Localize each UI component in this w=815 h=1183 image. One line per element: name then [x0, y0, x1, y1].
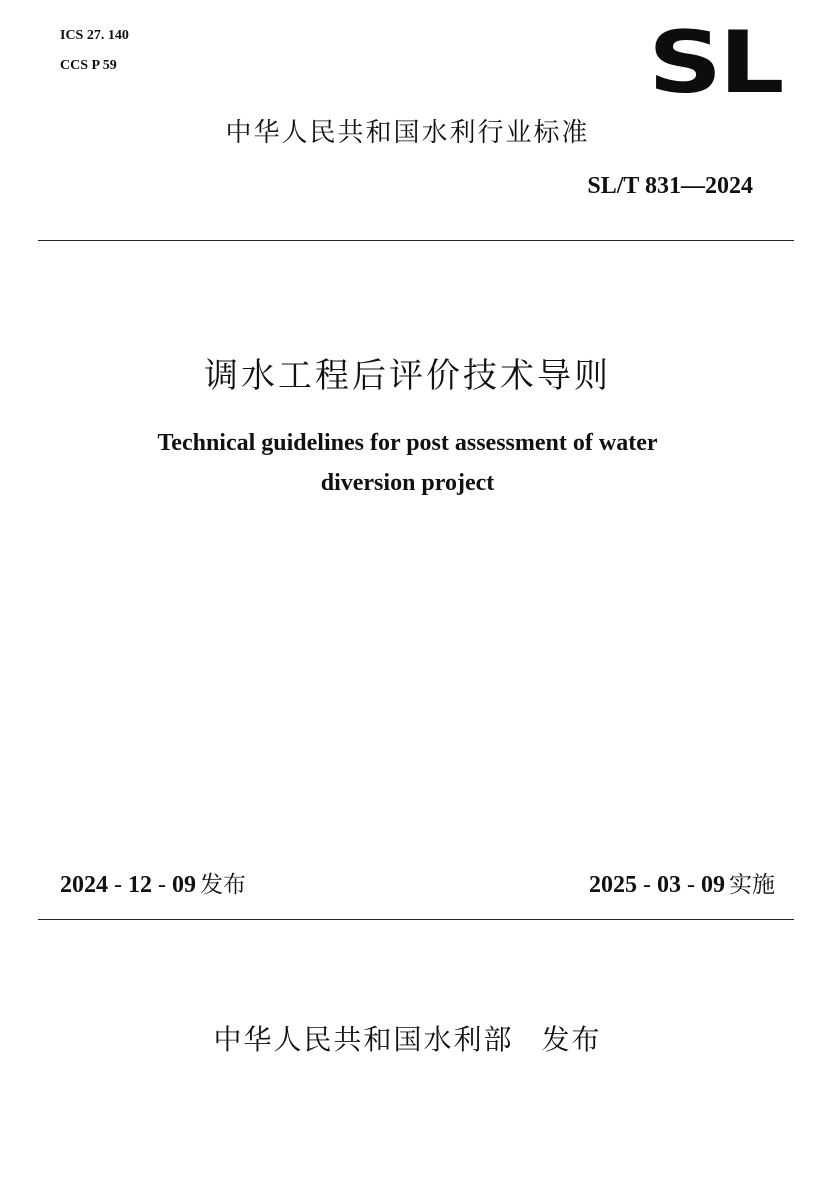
- sl-logo: SL: [648, 13, 781, 113]
- publisher-line: [0, 1020, 815, 1060]
- issue-label: 发布: [200, 872, 246, 898]
- implementation-date: [589, 870, 775, 900]
- implement-month: 03: [657, 872, 681, 898]
- top-divider: [38, 240, 794, 241]
- standard-category: 中华人民共和国水利行业标准: [225, 118, 590, 148]
- publisher-name: 中华人民共和国水利部: [213, 1023, 514, 1056]
- document-title-en-line1: Technical guidelines for post assessment of water: [157, 430, 658, 456]
- issue-day: 09: [172, 872, 196, 898]
- issue-date: [60, 870, 246, 900]
- bottom-divider: [38, 919, 794, 920]
- implement-year: 2025: [589, 872, 637, 898]
- ccs-code: CCS P 59: [60, 58, 117, 73]
- issue-separator: -: [158, 872, 166, 898]
- issue-separator: -: [114, 872, 122, 898]
- issue-month: 12: [128, 872, 152, 898]
- implement-separator: -: [643, 872, 651, 898]
- issue-year: 2024: [60, 872, 108, 898]
- document-title-en-line2: diversion project: [320, 470, 495, 496]
- ics-code: ICS 27. 140: [60, 28, 129, 43]
- document-title-cn: 调水工程后评价技术导则: [204, 356, 611, 396]
- implement-label: 实施: [729, 872, 775, 898]
- standard-number: SL/T 831—2024: [587, 173, 753, 199]
- publisher-issue-word: 发布: [541, 1023, 602, 1056]
- implement-separator: -: [687, 872, 695, 898]
- implement-day: 09: [701, 872, 725, 898]
